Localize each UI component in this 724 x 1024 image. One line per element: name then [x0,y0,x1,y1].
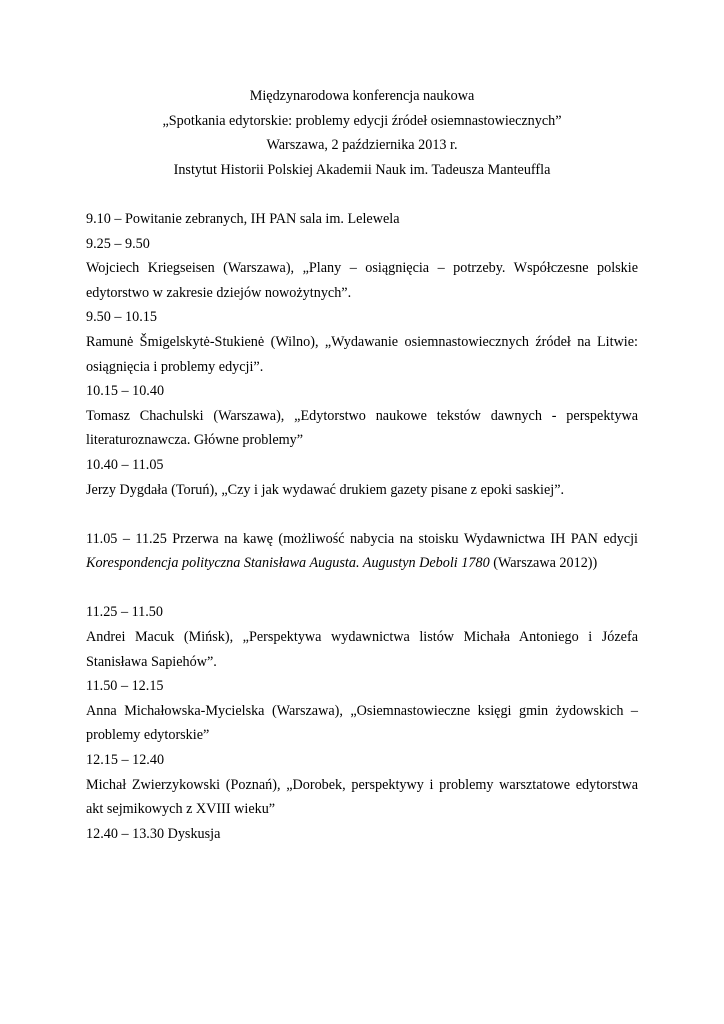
session-time: 11.25 – 11.50 [86,604,163,621]
coffee-break-book-year: (Warszawa 2012)) [489,555,598,572]
session-time: 12.15 – 12.40 [86,752,165,769]
session-talk: Michał Zwierzykowski (Poznań), „Dorobek, perspektywy i problemy warsztatowe edytorstwa akt sejmikowych z XVIII wieku” [86,776,638,818]
session-talk: Tomasz Chachulski (Warszawa), „Edytorstwo naukowe tekstów dawnych - perspektywa literaturoznawcza. Główne problemy” [86,407,638,449]
session-time: 9.25 – 9.50 [86,235,150,252]
session-talk: Wojciech Kriegseisen (Warszawa), „Plany – osiągnięcia – potrzeby. Współczesne polskie edytorstwo w zakresie dziejów nowożytnych”. [86,260,638,301]
session-time: 10.40 – 11.05 [86,456,164,473]
coffee-break-book-title: Korespondencja polityczna Stanisława Augusta. Augustyn Deboli 1780 [86,555,490,572]
conference-title: „Spotkania edytorskie: problemy edycji źródeł osiemnastowiecznych” [162,112,562,129]
session-time: 11.50 – 12.15 [86,678,164,695]
session-talk: Ramunė Šmigelskytė-Stukienė (Wilno), „Wydawanie osiemnastowiecznych źródeł na Litwie: osiągnięcia i problemy edycji”. [86,333,638,375]
discussion-entry: 12.40 – 13.30 Dyskusja [86,825,221,842]
conference-venue: Instytut Historii Polskiej Akademii Nauk im. Tadeusza Manteuffla [173,161,551,178]
welcome-entry: 9.10 – Powitanie zebranych, IH PAN sala im. Lelewela [86,210,400,227]
conference-header [86,84,638,182]
document-page [86,84,638,846]
session-time: 9.50 – 10.15 [86,309,157,326]
session-time: 10.15 – 10.40 [86,383,165,400]
coffee-break-entry [86,527,638,576]
conference-date: Warszawa, 2 października 2013 r. [266,137,458,154]
coffee-break-text: 11.05 – 11.25 Przerwa na kawę (możliwość nabycia na stoisku Wydawnictwa IH PAN edycji [86,530,638,547]
session-talk: Andrei Macuk (Mińsk), „Perspektywa wydawnictwa listów Michała Antoniego i Józefa Stanisława Sapiehów”. [86,629,638,670]
conference-type: Międzynarodowa konferencja naukowa [249,88,475,104]
session-talk: Jerzy Dygdała (Toruń), „Czy i jak wydawać drukiem gazety pisane z epoki saskiej”. [86,481,565,498]
session-talk: Anna Michałowska-Mycielska (Warszawa), „Osiemnastowieczne księgi gmin żydowskich – problemy edytorskie” [86,702,638,744]
